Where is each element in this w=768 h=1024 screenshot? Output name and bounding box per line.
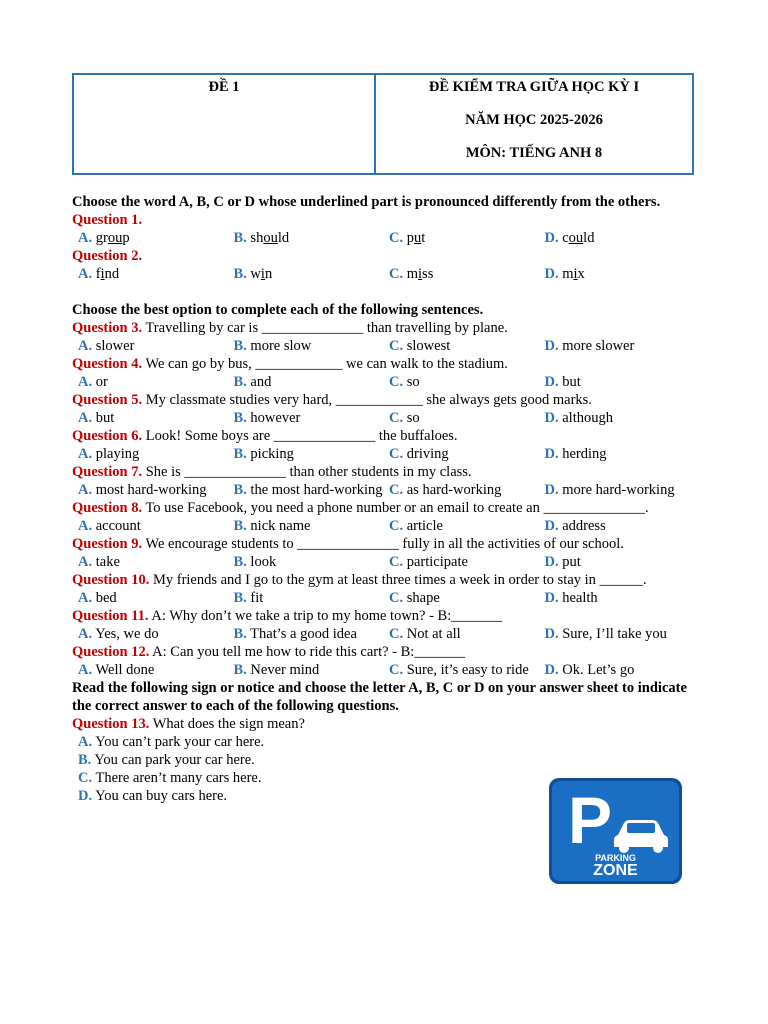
question-2-options [72,265,694,283]
question-9-options [72,553,694,571]
option-a[interactable]: A. or [78,374,108,390]
option-d[interactable]: D. herding [544,446,607,462]
section2-questions [72,319,694,679]
option-d[interactable]: D. health [544,590,598,606]
option-d[interactable]: D. address [544,518,606,534]
option-c[interactable]: C. so [389,374,420,390]
question-11 [72,607,694,625]
question-4-options [72,373,694,391]
option-d[interactable]: D. Ok. Let’s go [544,662,635,678]
option-a[interactable]: A. group [78,230,130,246]
question-8-options [72,517,694,535]
exam-code: ĐỀ 1 [74,75,376,173]
option-b[interactable]: B. look [233,554,277,570]
question-text: We encourage students to ______________ fully in all the activities of our school. [142,536,624,552]
option-c[interactable]: C. Sure, it’s easy to ride [389,662,529,678]
sign-text-zone: ZONE [593,862,638,879]
question-1 [72,211,694,229]
option-c[interactable]: C. Not at all [389,626,461,642]
option-c[interactable]: C. article [389,518,443,534]
question-3-options [72,337,694,355]
option-d[interactable]: D. put [544,554,581,570]
question-label: Question 10. [72,572,150,588]
option-a[interactable]: A. most hard-working [78,482,207,498]
option-c[interactable]: C. There aren’t many cars here. [78,770,262,786]
question-10-options [72,589,694,607]
option-b[interactable]: B. That’s a good idea [233,626,357,642]
option-b[interactable]: B. more slow [233,338,312,354]
option-b[interactable]: B. You can park your car here. [78,752,255,768]
question-label: Question 1. [72,212,143,228]
option-c[interactable]: C. miss [389,266,434,282]
option-c[interactable]: C. driving [389,446,449,462]
sign-text-parking: PARKING [595,853,636,863]
option-a[interactable]: A. bed [78,590,117,606]
option-a[interactable]: A. You can’t park your car here. [78,734,265,750]
question-text: What does the sign mean? [149,716,305,732]
option-a[interactable]: A. take [78,554,120,570]
option-d[interactable]: D. more slower [544,338,635,354]
question-6-options [72,445,694,463]
section1-instruction: Choose the word A, B, C or D whose underlined part is pronounced differently from the others. [72,194,661,210]
question-text: Look! Some boys are ______________ the buffaloes. [142,428,458,444]
question-8 [72,499,694,517]
section2-instruction: Choose the best option to complete each of the following sentences. [72,302,484,318]
option-a[interactable]: A. but [78,410,115,426]
subject: MÔN: TIẾNG ANH 8 [465,145,603,161]
question-label: Question 2. [72,248,143,264]
option-b[interactable]: B. win [233,266,273,282]
exam-title-block [376,75,692,173]
option-d[interactable]: D. Sure, I’ll take you [544,626,667,642]
section3-instruction: Read the following sign or notice and choose the letter A, B, C or D on your answer sheet to indicate the correct answer to each of the following questions. [72,680,687,714]
option-a[interactable]: A. Well done [78,662,155,678]
question-7 [72,463,694,481]
question-label: Question 13. [72,716,150,732]
question-6 [72,427,694,445]
question-label: Question 12. [72,644,150,660]
question-9 [72,535,694,553]
option-c[interactable]: C. so [389,410,420,426]
option-d[interactable]: D. but [544,374,581,390]
question-label: Question 9. [72,536,143,552]
option-c[interactable]: C. participate [389,554,468,570]
option-d[interactable]: D. more hard-working [544,482,675,498]
option-b[interactable]: B. Never mind [233,662,320,678]
question-text: She is ______________ than other students in my class. [142,464,472,480]
option-b[interactable]: B. the most hard-working [233,482,383,498]
question-text: We can go by bus, ____________ we can walk to the stadium. [142,356,508,372]
option-d[interactable]: D. could [544,230,595,246]
option-a[interactable]: A. playing [78,446,140,462]
question-label: Question 3. [72,320,143,336]
question-label: Question 7. [72,464,143,480]
question-1-options [72,229,694,247]
question-13 [72,715,694,733]
question-12 [72,643,694,661]
question-text: A: Why don’t we take a trip to my home town? - B:_______ [148,608,503,624]
option-d[interactable]: D. mix [544,266,585,282]
question-10 [72,571,694,589]
exam-content [72,193,694,805]
question-4 [72,355,694,373]
option-c[interactable]: C. put [389,230,426,246]
option-b[interactable]: B. however [233,410,301,426]
option-b[interactable]: B. should [233,230,290,246]
option-a[interactable]: A. Yes, we do [78,626,159,642]
question-2 [72,247,694,265]
option-b[interactable]: B. nick name [233,518,311,534]
exam-title: ĐỀ KIỂM TRA GIỮA HỌC KỲ I [428,79,640,95]
question-3 [72,319,694,337]
question-label: Question 5. [72,392,143,408]
option-a[interactable]: A. account [78,518,141,534]
option-b[interactable]: B. and [233,374,272,390]
option-c[interactable]: C. shape [389,590,440,606]
parking-zone-sign [548,777,683,885]
question-7-options [72,481,694,499]
exam-header [72,73,694,175]
option-b[interactable]: B. fit [233,590,264,606]
parking-letter: P [568,783,613,857]
question-12-options [72,661,694,679]
option-d[interactable]: D. although [544,410,613,426]
option-c[interactable]: C. as hard-working [389,482,502,498]
question-text: Travelling by car is ______________ than travelling by plane. [142,320,508,336]
question-11-options [72,625,694,643]
option-b[interactable]: B. picking [233,446,294,462]
question-text: A: Can you tell me how to ride this cart? - B:_______ [149,644,466,660]
question-label: Question 6. [72,428,143,444]
question-5 [72,391,694,409]
school-year: NĂM HỌC 2025-2026 [465,112,603,128]
question-text: To use Facebook, you need a phone number or an email to create an ______________. [142,500,649,516]
option-c[interactable]: C. slowest [389,338,451,354]
question-5-options [72,409,694,427]
question-label: Question 11. [72,608,149,624]
option-a[interactable]: A. slower [78,338,135,354]
question-text: My classmate studies very hard, ____________ she always gets good marks. [142,392,592,408]
question-label: Question 8. [72,500,143,516]
question-label: Question 4. [72,356,143,372]
question-text: My friends and I go to the gym at least three times a week in order to stay in ______. [149,572,647,588]
option-a[interactable]: A. find [78,266,120,282]
option-d[interactable]: D. You can buy cars here. [78,788,228,804]
